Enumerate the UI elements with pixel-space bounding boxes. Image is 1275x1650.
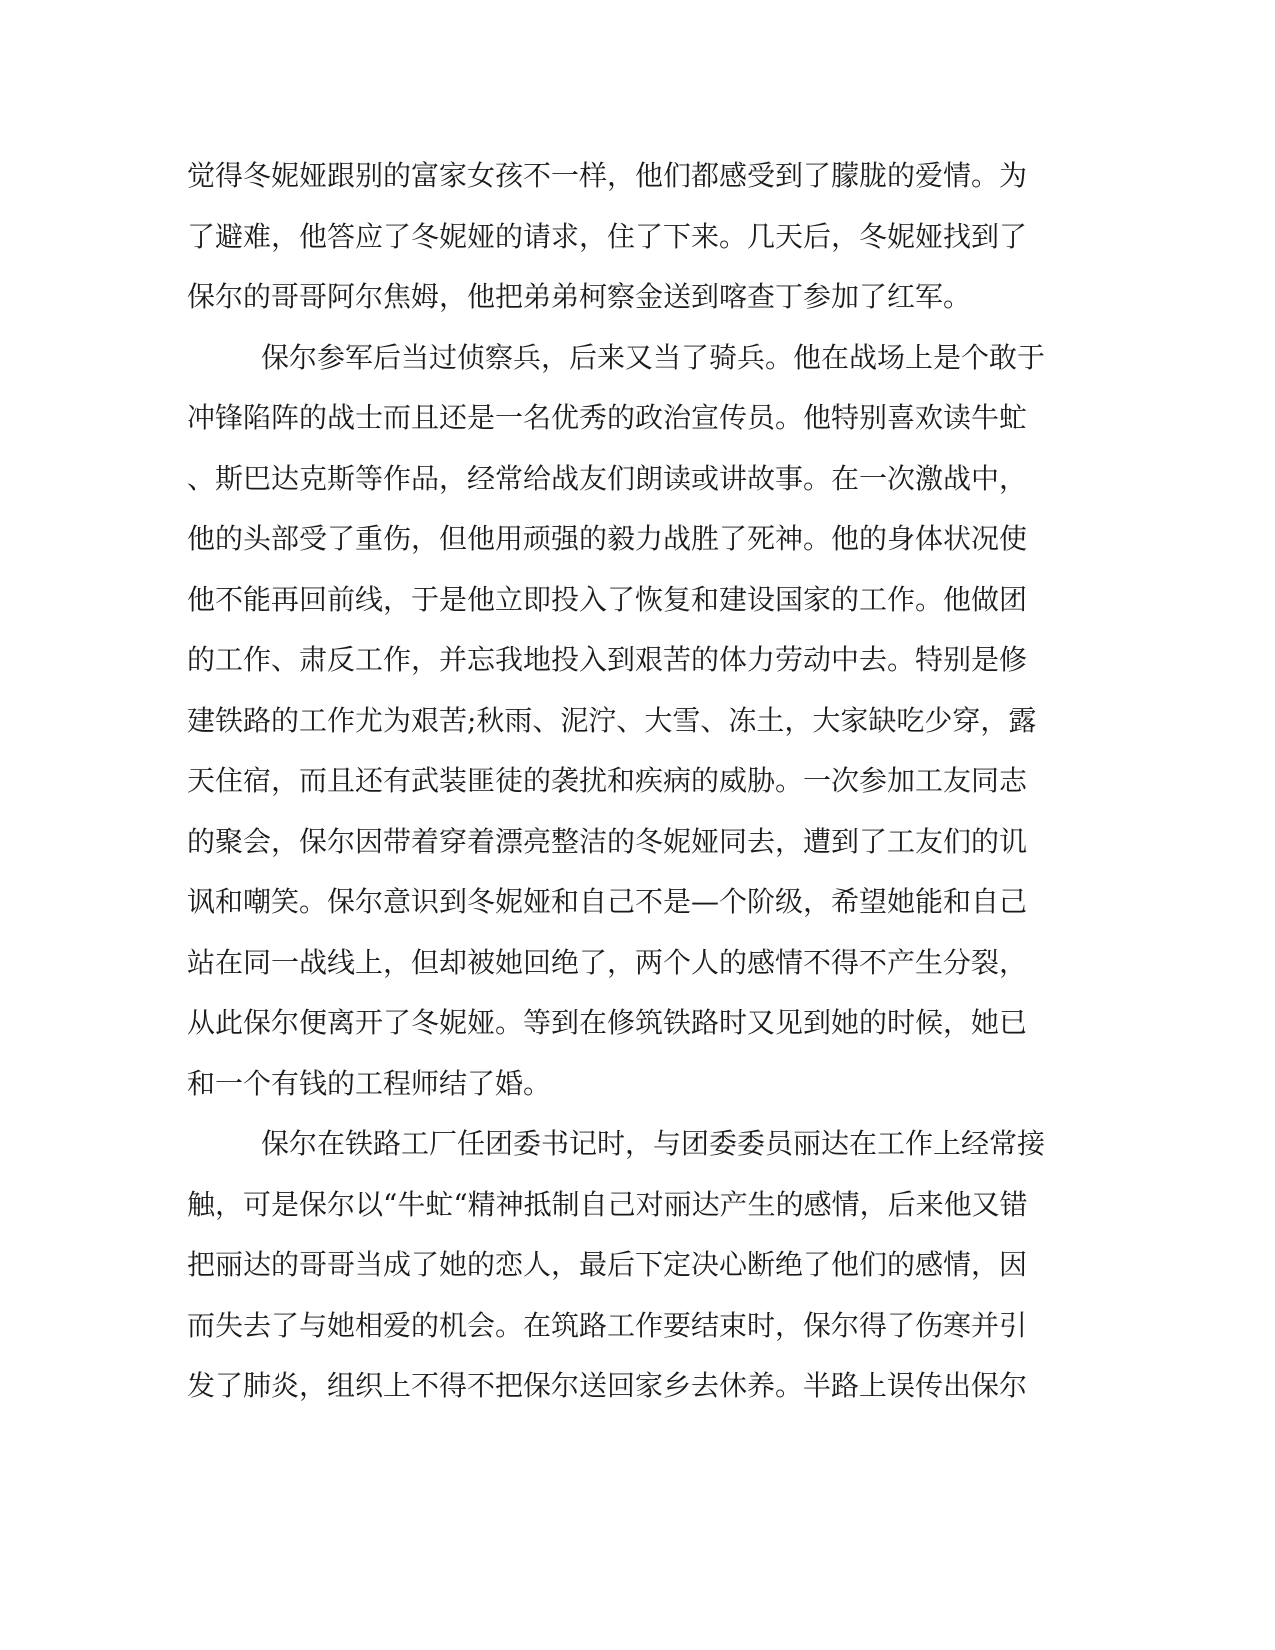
text-line: 和一个有钱的工程师结了婚。 bbox=[187, 1066, 552, 1100]
text-line: 讽和嘲笑。保尔意识到冬妮娅和自己不是—个阶级，希望她能和自己 bbox=[187, 885, 1028, 918]
text-line: 天住宿，而且还有武装匪徒的袭扰和疾病的威胁。一次参加工友同志 bbox=[187, 764, 1028, 797]
text-line: 保尔在铁路工厂任团委书记时，与团委委员丽达在工作上经常接 bbox=[261, 1127, 1046, 1160]
text-line: 冲锋陷阵的战士而且还是一名优秀的政治宣传员。他特别喜欢读牛虻 bbox=[187, 401, 1028, 434]
text-line: 他的头部受了重伤，但他用顽强的毅力战胜了死神。他的身体状况使 bbox=[187, 522, 1028, 555]
text-line: 了避难，他答应了冬妮娅的请求，住了下来。几天后，冬妮娅找到了 bbox=[187, 219, 1028, 253]
text-line: 保尔参军后当过侦察兵，后来又当了骑兵。他在战场上是个敢于 bbox=[261, 340, 1046, 374]
text-line: 站在同一战线上，但却被她回绝了，两个人的感情不得不产生分裂， bbox=[187, 945, 1028, 979]
text-line: 发了肺炎，组织上不得不把保尔送回家乡去休养。半路上误传出保尔 bbox=[187, 1369, 1028, 1402]
text-line: 触，可是保尔以“牛虻“精神抵制自己对丽达产生的感情，后来他又错 bbox=[187, 1187, 1028, 1221]
text-line: 建铁路的工作尤为艰苦;秋雨、泥泞、大雪、冻土，大家缺吃少穿，露 bbox=[187, 703, 1037, 737]
text-line: 的工作、肃反工作，并忘我地投入到艰苦的体力劳动中去。特别是修 bbox=[187, 643, 1028, 676]
text-line: 的聚会，保尔因带着穿着漂亮整洁的冬妮娅同去，遭到了工友们的讥 bbox=[187, 824, 1028, 858]
body-text bbox=[187, 156, 1067, 1427]
text-line: 觉得冬妮娅跟别的富家女孩不一样，他们都感受到了朦胧的爱情。为 bbox=[187, 159, 1028, 192]
text-line: 从此保尔便离开了冬妮娅。等到在修筑铁路时又见到她的时候，她已 bbox=[187, 1006, 1028, 1039]
text-line: 、斯巴达克斯等作品，经常给战友们朗读或讲故事。在一次激战中， bbox=[187, 461, 1028, 495]
text-line: 保尔的哥哥阿尔焦姆，他把弟弟柯察金送到喀查丁参加了红军。 bbox=[187, 280, 972, 313]
paragraph-3 bbox=[187, 1124, 1067, 1427]
text-line: 把丽达的哥哥当成了她的恋人，最后下定决心断绝了他们的感情，因 bbox=[187, 1248, 1028, 1281]
paragraph-1 bbox=[187, 156, 1067, 338]
text-line: 他不能再回前线，于是他立即投入了恢复和建设国家的工作。他做团 bbox=[187, 582, 1028, 616]
text-line: 而失去了与她相爱的机会。在筑路工作要结束时，保尔得了伤寒并引 bbox=[187, 1308, 1028, 1342]
paragraph-2 bbox=[187, 338, 1067, 1125]
